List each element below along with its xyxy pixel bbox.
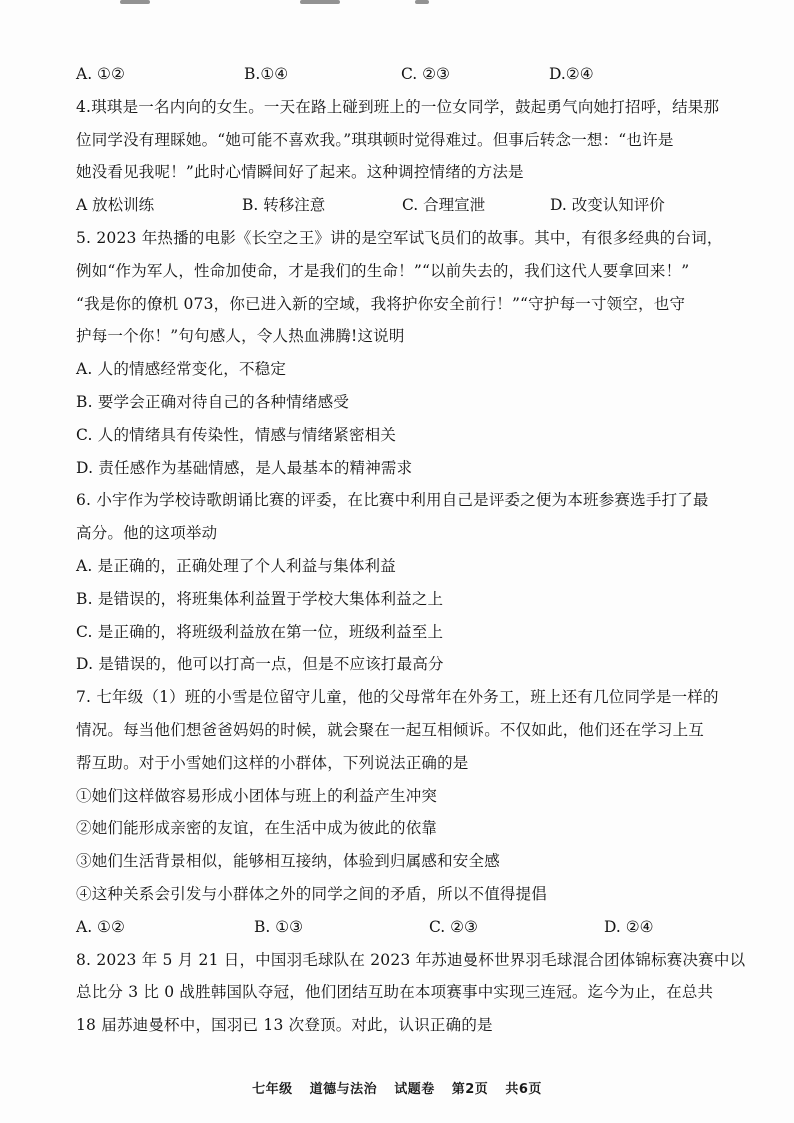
q6-option-b: B. 是错误的，将班集体利益置于学校大集体利益之上 — [76, 589, 444, 608]
q5-option-c: C. 人的情绪具有传染性，情感与情绪紧密相关 — [76, 425, 397, 444]
q6-stem-line: 高分。他的这项举动 — [76, 524, 218, 543]
q5-stem-line: 例如“作为军人，性命加使命，才是我们的生命！”“以前失去的，我们这代人要拿回来！” — [76, 261, 690, 280]
q7-option-a: A. ①② — [76, 917, 125, 936]
q5-option-a: A. 人的情感经常变化，不稳定 — [76, 360, 287, 379]
scan-artifact — [120, 0, 450, 6]
q7-statement-2: ②她们能形成亲密的友谊，在生活中成为彼此的依靠 — [76, 819, 438, 838]
q8-stem-line: 总比分 3 比 0 战胜韩国队夺冠，他们团结互助在本项赛事中实现三连冠。迄今为止，在总共 — [76, 983, 714, 1002]
q5-option-d: D. 责任感作为基础情感，是人最基本的精神需求 — [76, 458, 413, 477]
q7-statement-1: ①她们这样做容易形成小团体与班上的利益产生冲突 — [76, 786, 438, 805]
q7-option-d: D. ②④ — [604, 917, 654, 936]
q5-stem-line: 5. 2023 年热播的电影《长空之王》讲的是空军试飞员们的故事。其中，有很多经典的台词， — [76, 228, 723, 247]
q7-option-c: C. ②③ — [429, 917, 478, 936]
q3-option-b: B.①④ — [244, 65, 289, 83]
footer-page-number: 第2页 — [451, 1082, 489, 1097]
questions-body — [76, 58, 756, 1042]
q5-stem-line: 护每一个你！”句句感人，令人热血沸腾!这说明 — [76, 327, 405, 346]
q3-option-d: D.②④ — [549, 65, 594, 83]
footer-subject: 道德与法治 — [309, 1082, 378, 1097]
q8-stem-line: 18 届苏迪曼杯中，国羽已 13 次登顶。对此，认识正确的是 — [76, 1016, 493, 1035]
footer-paper: 试题卷 — [394, 1082, 435, 1097]
q7-statement-4: ④这种关系会引发与小群体之外的同学之间的矛盾，所以不值得提倡 — [76, 884, 548, 903]
q5-stem-line: “我是你的僚机 073，你已进入新的空域，我将护你安全前行！”“守护每一寸领空，也守 — [76, 294, 686, 313]
footer-grade: 七年级 — [252, 1082, 293, 1097]
page-footer — [0, 1078, 794, 1097]
q6-option-d: D. 是错误的，他可以打高一点，但是不应该打最高分 — [76, 655, 444, 674]
q4-stem-line: 位同学没有理睬她。“她可能不喜欢我。”琪琪顿时觉得难过。但事后转念一想：“也许是 — [76, 130, 674, 149]
q6-option-c: C. 是正确的，将班级利益放在第一位，班级利益至上 — [76, 622, 444, 641]
q4-options — [76, 189, 756, 222]
q3-options — [76, 58, 756, 91]
q4-option-d: D. 改变认知评价 — [550, 196, 665, 215]
q4-stem-line: 她没看见我呢！”此时心情瞬间好了起来。这种调控情绪的方法是 — [76, 163, 524, 182]
q7-options — [76, 911, 756, 944]
footer-total-pages: 共6页 — [505, 1082, 542, 1097]
q7-statement-3: ③她们生活背景相似，能够相互接纳，体验到归属感和安全感 — [76, 852, 500, 871]
q4-option-a: A 放松训练 — [76, 196, 155, 215]
q4-option-b: B. 转移注意 — [242, 196, 326, 215]
q7-stem-line: 7. 七年级（1）班的小雪是位留守儿童，他的父母常年在外务工，班上还有几位同学是一样的 — [76, 688, 719, 707]
q8-stem-line: 8. 2023 年 5 月 21 日，中国羽毛球队在 2023 年苏迪曼杯世界羽毛球混合团体锦标赛决赛中以 — [76, 950, 746, 969]
q4-option-c: C. 合理宣泄 — [402, 196, 486, 215]
q3-option-c: C. ②③ — [401, 65, 450, 83]
q6-stem-line: 6. 小宇作为学校诗歌朗诵比赛的评委，在比赛中利用自己是评委之便为本班参赛选手打了最 — [76, 491, 709, 510]
q5-option-b: B. 要学会正确对待自己的各种情绪感受 — [76, 392, 350, 411]
q7-option-b: B. ①③ — [254, 917, 304, 936]
q3-option-a: A. ①② — [76, 65, 125, 83]
q7-stem-line: 情况。每当他们想爸爸妈妈的时候，就会聚在一起互相倾诉。不仅如此，他们还在学习上互 — [76, 720, 705, 739]
q7-stem-line: 帮互助。对于小雪她们这样的小群体，下列说法正确的是 — [76, 753, 469, 772]
q6-option-a: A. 是正确的，正确处理了个人利益与集体利益 — [76, 556, 396, 575]
q4-stem-line: 4.琪琪是一名内向的女生。一天在路上碰到班上的一位女同学，鼓起勇气向她打招呼，结果那 — [76, 97, 720, 116]
